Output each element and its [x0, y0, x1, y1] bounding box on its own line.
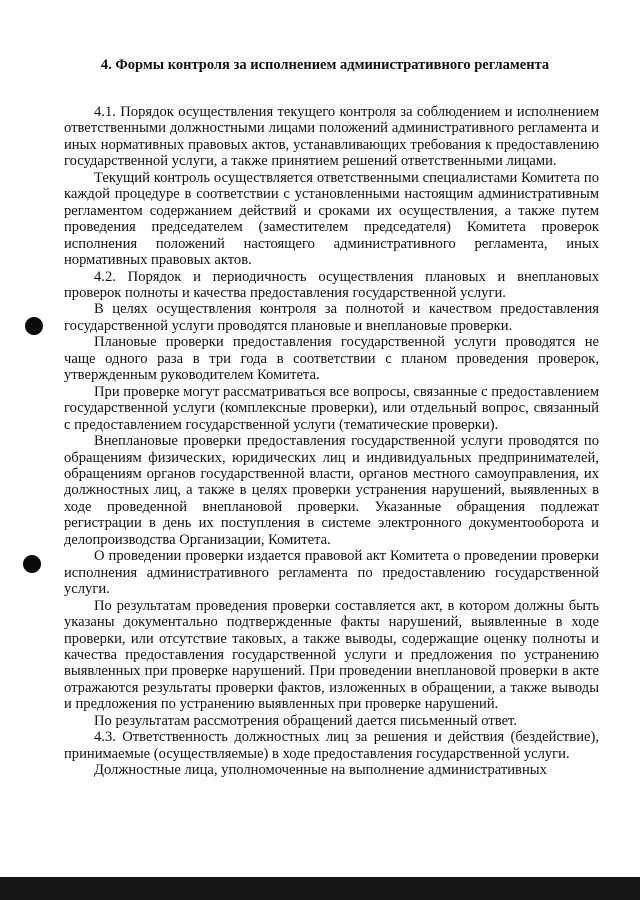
paragraph: 4.2. Порядок и периодичность осуществления плановых и внеплановых проверок полноты и качества предоставления государственной услуги.: [64, 268, 599, 301]
paragraph: Должностные лица, уполномоченные на выполнение административных: [94, 762, 547, 779]
section-title: 4. Формы контроля за исполнением административного регламента: [100, 57, 550, 73]
paragraph: 4.1. Порядок осуществления текущего контроля за соблюдением и исполнением ответственными должностными лицами положений административного регламента и иных нормативных правовых актов, устанавливающих требования к предоставлению государственной услуги, а также принятием решений ответственными лицами.: [64, 104, 599, 170]
document-body: [64, 104, 599, 779]
paragraph: В целях осуществления контроля за полнотой и качеством предоставления государственной услуги проводятся плановые и внеплановые проверки.: [64, 301, 599, 334]
paragraph: При проверке могут рассматриваться все вопросы, связанные с предоставлением государственной услуги (комплексные проверки), или отдельный вопрос, связанный с предоставлением государственной услуги (тематические проверки).: [64, 383, 599, 433]
paragraph: По результатам рассмотрения обращений дается письменный ответ.: [94, 712, 517, 729]
scan-edge-shadow: [0, 877, 640, 900]
paragraph: 4.3. Ответственность должностных лиц за решения и действия (бездействие), принимаемые (осуществляемые) в ходе предоставления государственной услуги.: [64, 729, 599, 762]
punch-hole: [23, 555, 41, 573]
paragraph: Плановые проверки предоставления государственной услуги проводятся не чаще одного раза в три года в соответствии с планом проведения проверок, утвержденным руководителем Комитета.: [64, 334, 599, 384]
punch-hole: [25, 317, 43, 335]
paragraph: О проведении проверки издается правовой акт Комитета о проведении проверки исполнения административного регламента по предоставлению государственной услуги.: [64, 548, 599, 598]
paragraph: По результатам проведения проверки составляется акт, в котором должны быть указаны документально подтвержденные факты нарушений, выявленные в ходе проверки, или отсутствие таковых, а также выводы, содержащие оценку полноты и качества предоставления государственной услуги и предложения по устранению выявленных при проверке нарушений. При проведении внеплановой проверки в акте отражаются результаты проверки фактов, изложенных в обращении, а также выводы и предложения по устранению выявленных при проверке нарушений.: [64, 597, 599, 713]
paragraph: Текущий контроль осуществляется ответственными специалистами Комитета по каждой процедуре в соответствии с установленными настоящим административным регламентом содержанием действий и сроками их осуществления, а также путем проведения председателем (заместителем председателя) Комитета проверок исполнения положений настоящего административного регламента, иных нормативных правовых актов.: [64, 169, 599, 269]
paragraph: Внеплановые проверки предоставления государственной услуги проводятся по обращениям физических, юридических лиц и индивидуальных предпринимателей, обращениям органов государственной власти, органов местного самоуправления, их должностных лиц, а также в целях проверки устранения нарушений, выявленных в ходе проведенной внеплановой проверки. Указанные обращения подлежат регистрации в день их поступления в системе электронного документооборота и делопроизводства Организации, Комитета.: [64, 433, 599, 548]
